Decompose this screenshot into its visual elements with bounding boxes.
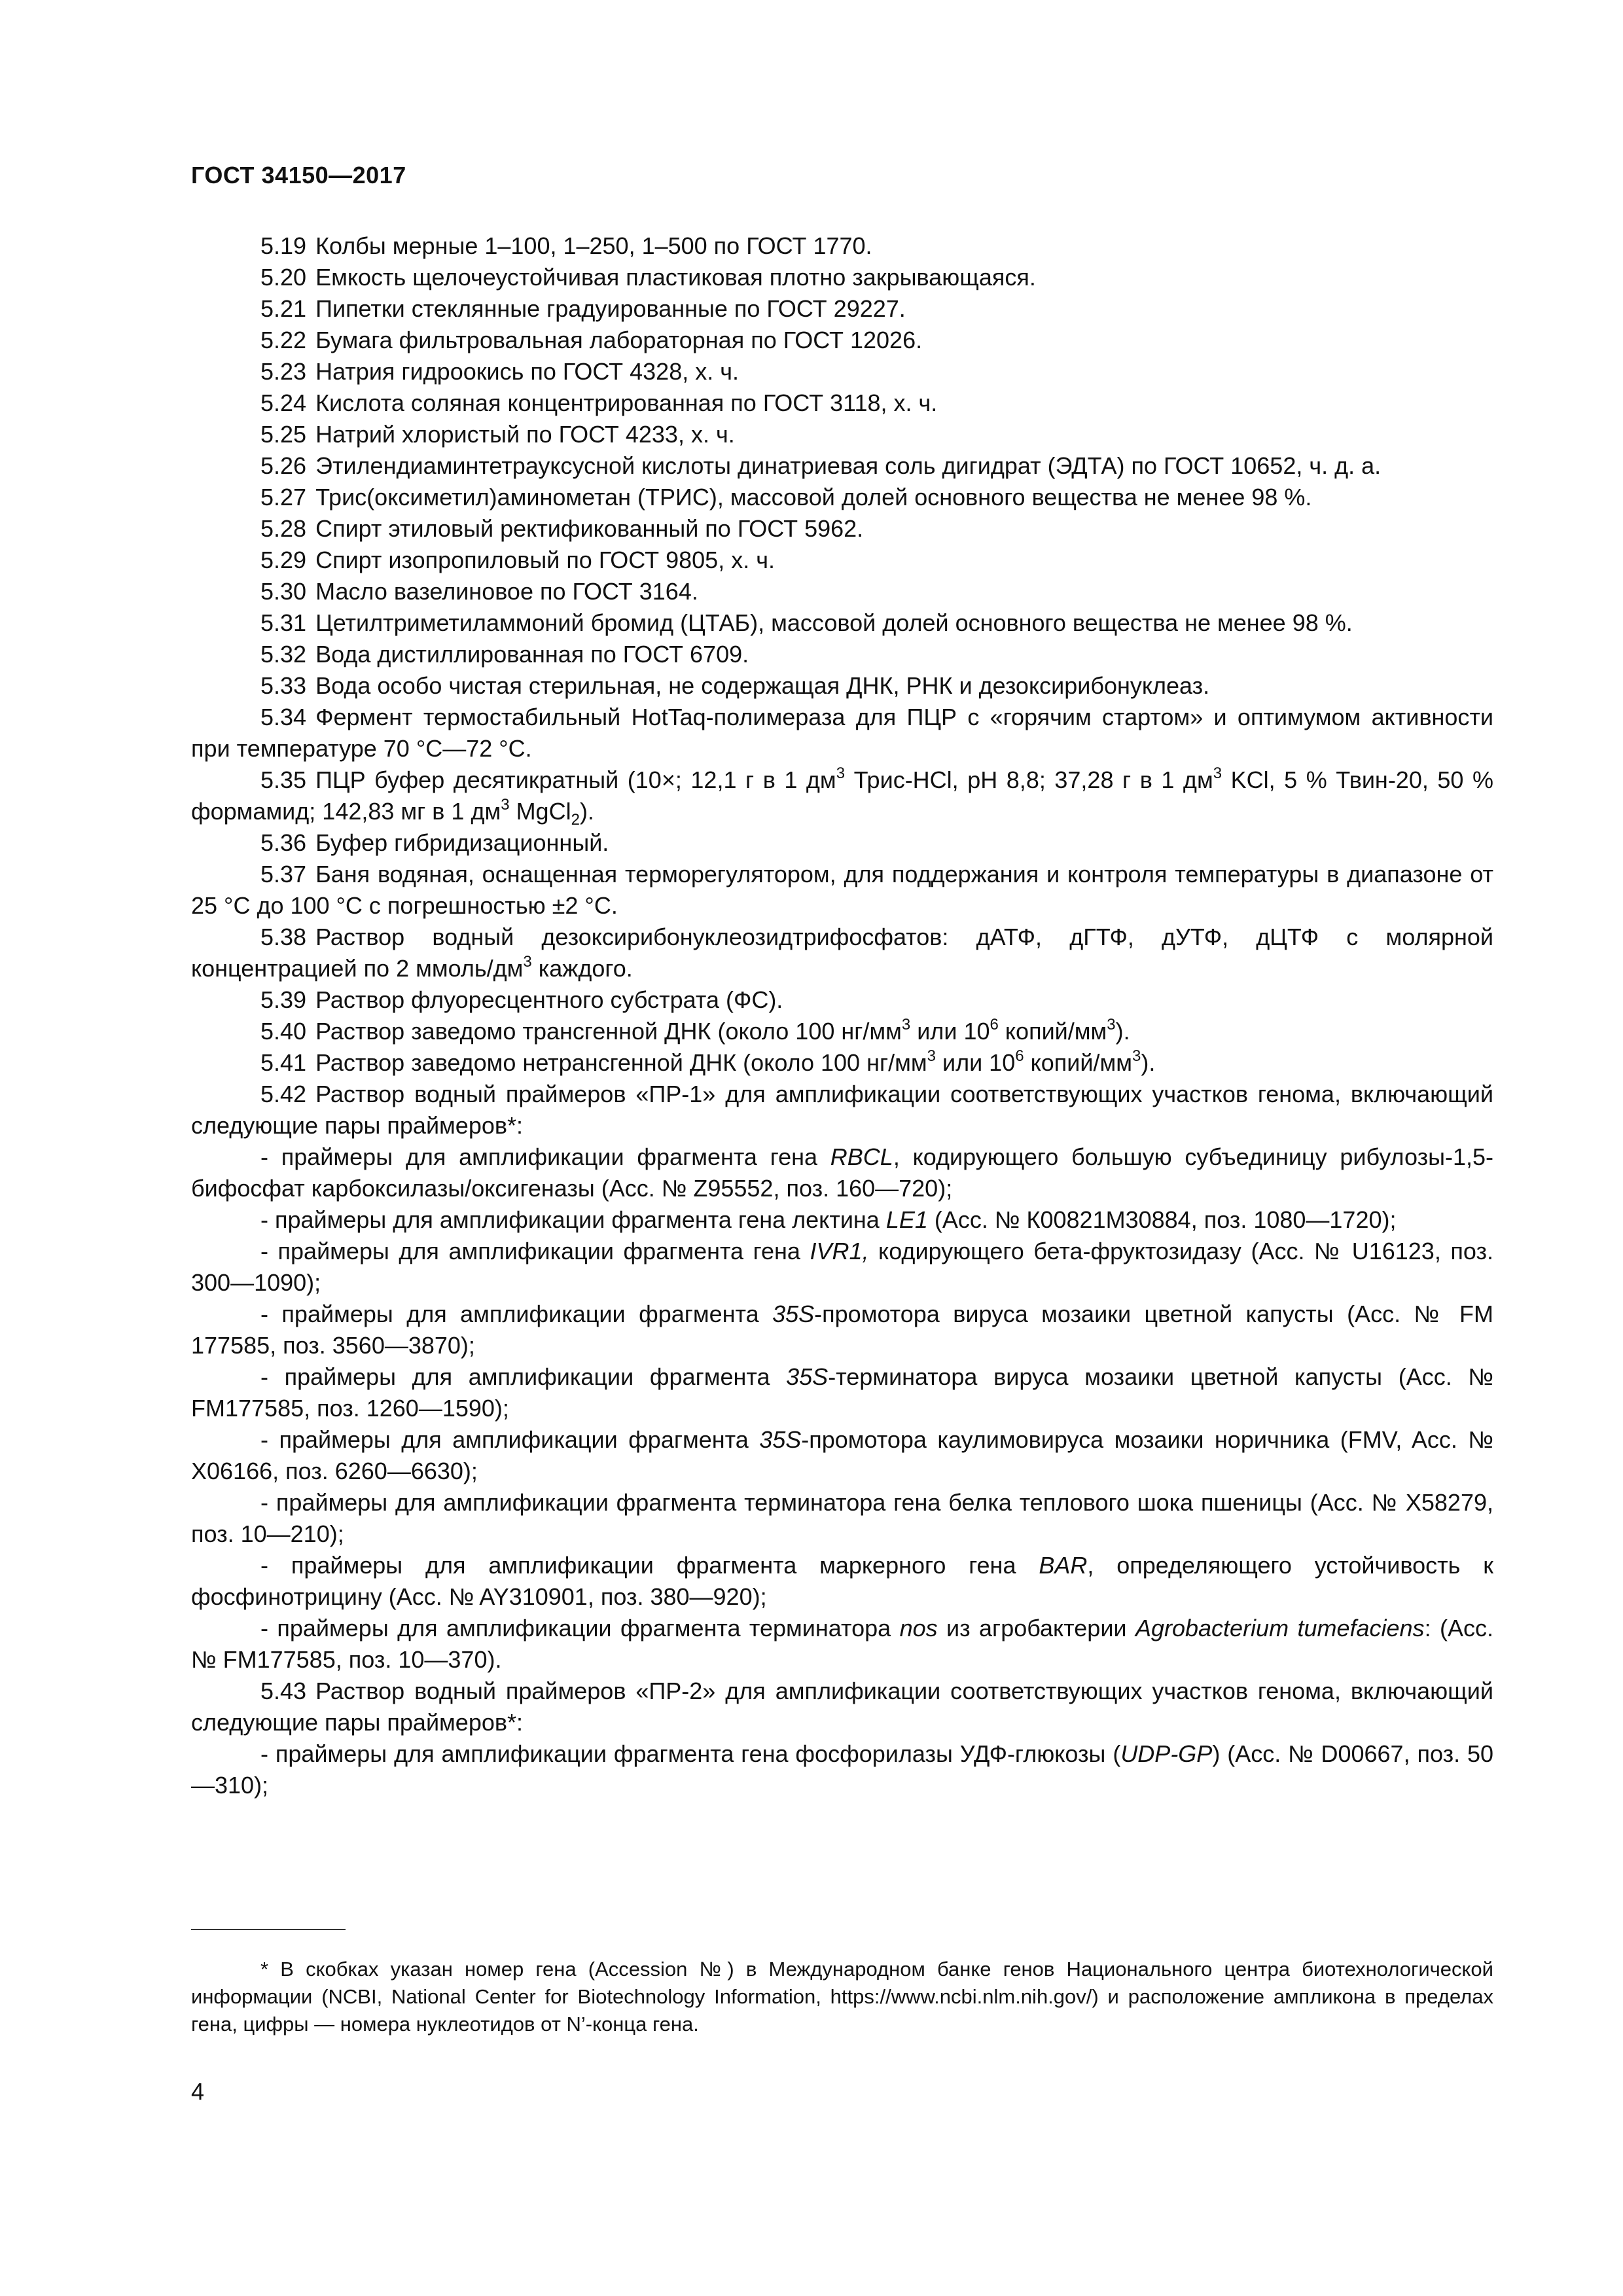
- footnote-divider: [191, 1929, 346, 1930]
- list-item: [191, 419, 1493, 450]
- gene-name: nos: [899, 1615, 938, 1641]
- list-item: [191, 1016, 1493, 1047]
- document-header: ГОСТ 34150—2017: [191, 162, 406, 188]
- list-item: [191, 545, 1493, 576]
- list-item: [191, 670, 1493, 702]
- item-number: 5.20: [260, 264, 307, 291]
- superscript: 3: [523, 953, 532, 971]
- item-text: -терминатора вируса мозаики цветной капусты (Acc. № FM177585, поз. 1260—1590);: [191, 1363, 1493, 1422]
- item-text: Спирт изопропиловый по ГОСТ 9805, х. ч.: [315, 547, 775, 573]
- item-text: Кислота соляная концентрированная по ГОСТ 3118, х. ч.: [315, 389, 938, 416]
- item-text: - праймеры для амплификации фрагмента гена фосфорилазы УДФ-глюкозы (: [260, 1740, 1121, 1767]
- list-item: [191, 356, 1493, 387]
- item-number: 5.29: [260, 547, 307, 573]
- gene-name: 35S: [786, 1363, 829, 1390]
- organism-name: Agrobacterium tumefaciens: [1135, 1615, 1425, 1641]
- item-text: Трис-HCl, pH 8,8; 37,28 г в 1 дм: [845, 766, 1213, 793]
- item-number: 5.32: [260, 641, 307, 668]
- list-item: [191, 482, 1493, 513]
- item-text: Раствор заведомо трансгенной ДНК (около 100 нг/мм: [315, 1018, 902, 1045]
- primer-item: [191, 1141, 1493, 1204]
- primer-item: [191, 1613, 1493, 1676]
- item-text: - праймеры для амплификации фрагмента: [260, 1363, 787, 1390]
- list-item: [191, 702, 1493, 764]
- item-text: копий/мм: [1024, 1049, 1132, 1076]
- superscript: 6: [990, 1016, 999, 1033]
- list-item: [191, 325, 1493, 356]
- gene-name: BAR: [1039, 1552, 1088, 1579]
- item-text: KCl, 5 % Твин-20, 50 % формамид; 142,83 мг в 1 дм: [191, 766, 1493, 825]
- item-text: кодирующего бета-фруктозидазу (Acc. № U16123, поз. 300—1090);: [191, 1238, 1493, 1296]
- item-text: из агробактерии: [937, 1615, 1135, 1641]
- list-item: [191, 387, 1493, 419]
- item-text: каждого.: [531, 955, 633, 982]
- item-text: Цетилтриметиламмоний бромид (ЦТАБ), массовой долей основного вещества не менее 98 %.: [315, 609, 1353, 636]
- item-text: Масло вазелиновое по ГОСТ 3164.: [315, 578, 698, 605]
- superscript: 6: [1015, 1047, 1024, 1065]
- item-text: ПЦР буфер десятикратный (10×; 12,1 г в 1 дм: [315, 766, 836, 793]
- primer-item: [191, 1361, 1493, 1424]
- list-item: [191, 576, 1493, 607]
- list-item: [191, 450, 1493, 482]
- primer-item: [191, 1236, 1493, 1299]
- item-text: копий/мм: [998, 1018, 1107, 1045]
- item-text: ).: [1115, 1018, 1130, 1045]
- list-item: [191, 293, 1493, 325]
- list-item: [191, 639, 1493, 670]
- superscript: 3: [501, 796, 510, 814]
- item-text: - праймеры для амплификации фрагмента: [260, 1426, 760, 1453]
- superscript: 3: [1107, 1016, 1116, 1033]
- list-item: [191, 1047, 1493, 1079]
- item-text: Пипетки стеклянные градуированные по ГОСТ 29227.: [315, 295, 906, 322]
- item-text: Вода особо чистая стерильная, не содержащая ДНК, РНК и дезоксирибонуклеаз.: [315, 672, 1210, 699]
- list-item: [191, 764, 1493, 827]
- primer-item: [191, 1204, 1493, 1236]
- item-text: : (Acc. № FM177585, поз. 10—370).: [191, 1615, 1493, 1673]
- footnote: * В скобках указан номер гена (Accession №) в Международном банке генов Национального центра биотехнологической информации (NCBI, National Center for Biotechnology Information, https://www.ncbi.nlm.nih.gov/) и расположение ампликона в пределах гена, цифры — номера нуклеотидов от N’-конца гена.: [191, 1958, 1493, 2036]
- item-number: 5.28: [260, 515, 307, 542]
- item-text: - праймеры для амплификации фрагмента маркерного гена: [260, 1552, 1039, 1579]
- item-number: 5.31: [260, 609, 307, 636]
- list-item: [191, 827, 1493, 859]
- list-item: [191, 984, 1493, 1016]
- item-text: - праймеры для амплификации фрагмента: [260, 1300, 773, 1327]
- list-item: [191, 859, 1493, 922]
- item-text: , кодирующего большую субъединицу рибулозы-1,5-бифосфат карбоксилазы/оксигеназы (Acc. № Z95552, поз. 160—720);: [191, 1143, 1493, 1202]
- item-text: Раствор флуоресцентного субстрата (ФС).: [315, 986, 783, 1013]
- gene-name: LE1: [885, 1206, 928, 1233]
- item-text: Натрия гидроокись по ГОСТ 4328, х. ч.: [315, 358, 739, 385]
- item-text: Емкость щелочеустойчивая пластиковая плотно закрывающаяся.: [315, 264, 1036, 291]
- list-item: [191, 513, 1493, 545]
- superscript: 3: [1213, 764, 1222, 782]
- item-number: 5.19: [260, 232, 307, 259]
- item-text: ).: [1141, 1049, 1156, 1076]
- item-text: - праймеры для амплификации фрагмента гена: [260, 1238, 810, 1265]
- item-text: Бумага фильтровальная лабораторная по ГОСТ 12026.: [315, 327, 923, 353]
- superscript: 3: [927, 1047, 936, 1065]
- gene-name: UDP-GP: [1120, 1740, 1213, 1767]
- list-item: [191, 922, 1493, 984]
- list-item: [191, 230, 1493, 262]
- item-number: 5.36: [260, 829, 307, 856]
- item-text: или 10: [935, 1049, 1016, 1076]
- item-text: Трис(оксиметил)аминометан (ТРИС), массовой долей основного вещества не менее 98 %.: [315, 484, 1312, 511]
- item-number: 5.43: [260, 1677, 307, 1704]
- item-text: - праймеры для амплификации фрагмента терминатора гена белка теплового шока пшеницы (Acc. № X58279, поз. 10—210);: [191, 1489, 1493, 1547]
- list-item: [191, 1676, 1493, 1738]
- item-text: ) (Acc. № D00667, поз. 50—310);: [191, 1740, 1494, 1799]
- superscript: 3: [836, 764, 846, 782]
- item-text: -промотора вируса мозаики цветной капусты (Acc. № FM 177585, поз. 3560—3870);: [191, 1300, 1494, 1359]
- item-number: 5.39: [260, 986, 307, 1013]
- item-number: 5.38: [260, 924, 307, 950]
- item-text: ).: [579, 798, 594, 825]
- list-item: [191, 607, 1493, 639]
- item-number: 5.35: [260, 766, 307, 793]
- item-number: 5.33: [260, 672, 307, 699]
- page-number: 4: [191, 2078, 205, 2105]
- item-text: Вода дистиллированная по ГОСТ 6709.: [315, 641, 749, 668]
- item-text: , определяющего устойчивость к фосфинотрицину (Acc. № AY310901, поз. 380—920);: [191, 1552, 1493, 1610]
- item-text: - праймеры для амплификации фрагмента гена лектина: [260, 1206, 886, 1233]
- item-text: - праймеры для амплификации фрагмента гена: [260, 1143, 830, 1170]
- item-number: 5.42: [260, 1081, 307, 1107]
- superscript: 3: [1132, 1047, 1141, 1065]
- item-text: - праймеры для амплификации фрагмента терминатора: [260, 1615, 900, 1641]
- superscript: 3: [901, 1016, 911, 1033]
- subscript: 2: [571, 811, 580, 829]
- item-number: 5.41: [260, 1049, 307, 1076]
- item-number: 5.25: [260, 421, 307, 448]
- item-number: 5.21: [260, 295, 307, 322]
- list-item: [191, 1079, 1493, 1141]
- item-text: Спирт этиловый ректификованный по ГОСТ 5962.: [315, 515, 864, 542]
- item-text: Баня водяная, оснащенная терморегулятором, для поддержания и контроля температуры в диапазоне от 25 °С до 100 °С с погрешностью ±2 °С.: [191, 861, 1493, 919]
- item-text: Раствор водный праймеров «ПР-1» для амплификации соответствующих участков генома, включающий следующие пары праймеров*:: [191, 1081, 1493, 1139]
- item-text: Этилендиаминтетрауксусной кислоты динатриевая соль дигидрат (ЭДТА) по ГОСТ 10652, ч. д. а.: [315, 452, 1382, 479]
- item-number: 5.23: [260, 358, 307, 385]
- item-text: Буфер гибридизационный.: [315, 829, 609, 856]
- item-text: Колбы мерные 1–100, 1–250, 1–500 по ГОСТ 1770.: [315, 232, 872, 259]
- item-number: 5.40: [260, 1018, 307, 1045]
- item-text: MgCl: [509, 798, 571, 825]
- item-number: 5.22: [260, 327, 307, 353]
- item-number: 5.37: [260, 861, 307, 888]
- item-text: или 10: [910, 1018, 990, 1045]
- document-body: [191, 230, 1493, 1801]
- item-text: Раствор водный дезоксирибонуклеозидтрифосфатов: дАТФ, дГТФ, дУТФ, дЦТФ с молярной концентрацией по 2 ммоль/дм: [191, 924, 1493, 982]
- item-text: Раствор водный праймеров «ПР-2» для амплификации соответствующих участков генома, включающий следующие пары праймеров*:: [191, 1677, 1493, 1736]
- item-number: 5.30: [260, 578, 307, 605]
- gene-name: RBCL: [830, 1143, 893, 1170]
- primer-item: [191, 1487, 1493, 1550]
- primer-item: [191, 1424, 1493, 1487]
- primer-item: [191, 1299, 1493, 1361]
- item-number: 5.34: [260, 704, 307, 730]
- list-item: [191, 262, 1493, 293]
- gene-name: IVR1,: [810, 1238, 869, 1265]
- primer-item: [191, 1738, 1493, 1801]
- primer-item: [191, 1550, 1493, 1613]
- item-text: -промотора каулимовируса мозаики норичника (FMV, Acc. № X06166, поз. 6260—6630);: [191, 1426, 1493, 1484]
- item-number: 5.27: [260, 484, 307, 511]
- gene-name: 35S: [759, 1426, 802, 1453]
- item-text: Натрий хлористый по ГОСТ 4233, х. ч.: [315, 421, 735, 448]
- item-text: Раствор заведомо нетрансгенной ДНК (около 100 нг/мм: [315, 1049, 927, 1076]
- item-text: Фермент термостабильный HotTaq-полимераза для ПЦР с «горячим стартом» и оптимумом активности при температуре 70 °С—72 °С.: [191, 704, 1493, 762]
- item-number: 5.24: [260, 389, 307, 416]
- item-text: (Acc. № К00821М30884, поз. 1080—1720);: [927, 1206, 1397, 1233]
- item-number: 5.26: [260, 452, 307, 479]
- gene-name: 35S: [772, 1300, 815, 1327]
